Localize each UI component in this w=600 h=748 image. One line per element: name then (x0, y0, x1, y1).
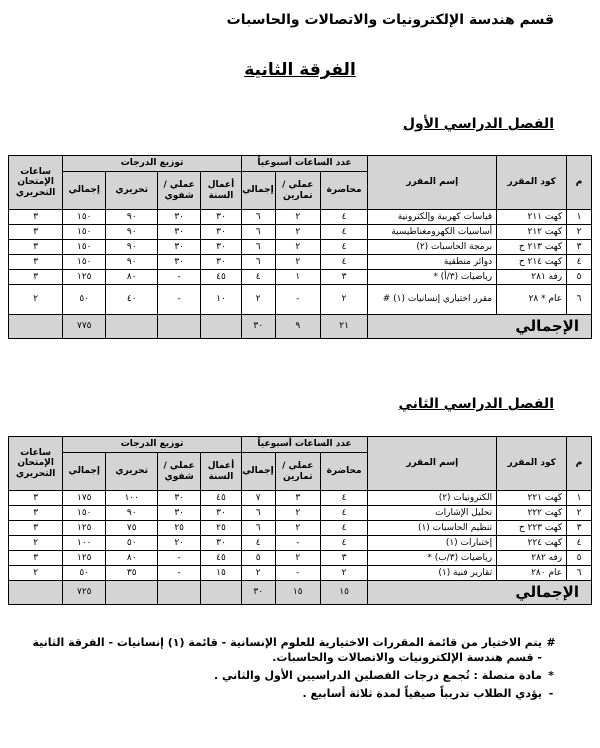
course-name: دوائر منطقية (368, 255, 497, 270)
row-num: ٦ (567, 566, 592, 581)
written-grade: ٤٠ (106, 285, 158, 315)
semester-1-table (8, 155, 592, 339)
table-row (9, 225, 592, 240)
course-code: عام ٢٨٠ (497, 566, 567, 581)
year-work-grade: ٣٠ (201, 240, 242, 255)
empty-cell (9, 581, 63, 605)
note-mark: * (548, 668, 554, 682)
header-grades-total: إجمالي (63, 453, 106, 491)
exam-hours: ٣ (9, 225, 63, 240)
empty-cell (158, 581, 201, 605)
total-hours: ٦ (241, 225, 275, 240)
note-mark: # (546, 636, 556, 649)
row-num: ٤ (567, 255, 592, 270)
year-work-grade: ٣٠ (201, 225, 242, 240)
row-num: ٣ (567, 240, 592, 255)
header-num: م (567, 156, 592, 210)
table-row (9, 255, 592, 270)
written-grade: ١٠٠ (106, 491, 158, 506)
oral-grade: - (158, 551, 201, 566)
note-item (30, 669, 560, 684)
year-work-grade: ٢٥ (201, 521, 242, 536)
table-row (9, 566, 592, 581)
oral-grade: ٣٠ (158, 210, 201, 225)
header-weekly-hours: عدد الساعات أسبوعياً (241, 156, 368, 172)
total-grades: ٧٧٥ (63, 315, 106, 339)
course-name: مقرر اختياري إنسانيات (١) # (368, 285, 497, 315)
row-num: ٥ (567, 270, 592, 285)
course-name: تنظيم الحاسبات (١) (368, 521, 497, 536)
exam-hours: ٢ (9, 285, 63, 315)
oral-grade: ٣٠ (158, 225, 201, 240)
practical-hours: ٢ (275, 506, 320, 521)
course-name: رياضيات (٣/ب) * (368, 551, 497, 566)
empty-cell (158, 315, 201, 339)
header-hours-total: إجمالي (241, 453, 275, 491)
oral-grade: ٢٥ (158, 521, 201, 536)
written-grade: ٧٥ (106, 521, 158, 536)
header-written: تحريري (106, 453, 158, 491)
course-name: تحليل الإشارات (368, 506, 497, 521)
header-oral: عملي / شفوي (158, 172, 201, 210)
header-lecture: محاضرة (320, 172, 367, 210)
total-hours: ٤ (241, 536, 275, 551)
total-practical-hours: ١٥ (275, 581, 320, 605)
written-grade: ٩٠ (106, 240, 158, 255)
lecture-hours: ٢ (320, 285, 367, 315)
lecture-hours: ٤ (320, 491, 367, 506)
oral-grade: ٣٠ (158, 255, 201, 270)
header-exam-hours: ساعات الإمتحان التحريري (9, 437, 63, 491)
total-hours: ٢ (241, 566, 275, 581)
total-practical-hours: ٩ (275, 315, 320, 339)
lecture-hours: ٤ (320, 506, 367, 521)
year-work-grade: ٣٠ (201, 210, 242, 225)
total-grade: ١٧٥ (63, 491, 106, 506)
lecture-hours: ٤ (320, 225, 367, 240)
practical-hours: ٢ (275, 225, 320, 240)
lecture-hours: ٤ (320, 521, 367, 536)
total-hours: ٦ (241, 255, 275, 270)
year-title: الفرقة الثانية (244, 60, 356, 80)
course-code: كهت ٢١٣ ح (497, 240, 567, 255)
total-label: الإجمالي (368, 581, 592, 605)
written-grade: ٣٥ (106, 566, 158, 581)
practical-hours: ١ (275, 270, 320, 285)
empty-cell (201, 581, 242, 605)
course-code: كهت ٢٢١ (497, 491, 567, 506)
table-row (9, 240, 592, 255)
lecture-hours: ٤ (320, 255, 367, 270)
total-hours: ٧ (241, 491, 275, 506)
row-num: ٥ (567, 551, 592, 566)
written-grade: ٨٠ (106, 551, 158, 566)
year-work-grade: ٤٥ (201, 270, 242, 285)
total-grade: ٥٠ (63, 566, 106, 581)
practical-hours: ٢ (275, 210, 320, 225)
practical-hours: ٢ (275, 521, 320, 536)
lecture-hours: ٤ (320, 536, 367, 551)
totals-row (9, 581, 592, 605)
course-code: رفه ٢٨٢ (497, 551, 567, 566)
row-num: ٦ (567, 285, 592, 315)
lecture-hours: ٣ (320, 270, 367, 285)
course-name: برمجة الحاسبات (٢) (368, 240, 497, 255)
table-row (9, 210, 592, 225)
table-row (9, 551, 592, 566)
empty-cell (201, 315, 242, 339)
total-hours: ٤ (241, 270, 275, 285)
year-work-grade: ١٥ (201, 566, 242, 581)
oral-grade: ٢٠ (158, 536, 201, 551)
exam-hours: ٣ (9, 210, 63, 225)
lecture-hours: ٤ (320, 210, 367, 225)
header-practical: عملي / تمارين (275, 172, 320, 210)
header-weekly-hours: عدد الساعات أسبوعياً (241, 437, 368, 453)
exam-hours: ٣ (9, 270, 63, 285)
table-row (9, 506, 592, 521)
practical-hours: ٢ (275, 551, 320, 566)
year-work-grade: ٤٥ (201, 491, 242, 506)
written-grade: ٩٠ (106, 506, 158, 521)
oral-grade: ٣٠ (158, 240, 201, 255)
row-num: ٤ (567, 536, 592, 551)
header-num: م (567, 437, 592, 491)
header-exam-hours: ساعات الإمتحان التحريري (9, 156, 63, 210)
written-grade: ٥٠ (106, 536, 158, 551)
row-num: ٢ (567, 506, 592, 521)
total-hours: ٥ (241, 551, 275, 566)
practical-hours: - (275, 566, 320, 581)
total-lecture-hours: ١٥ (320, 581, 367, 605)
course-name: إختبارات (١) (368, 536, 497, 551)
lecture-hours: ٣ (320, 551, 367, 566)
course-code: كهت ٢١١ (497, 210, 567, 225)
row-num: ٣ (567, 521, 592, 536)
course-name: أساسيات الكهرومغناطيسية (368, 225, 497, 240)
table-row (9, 491, 592, 506)
header-lecture: محاضرة (320, 453, 367, 491)
total-grade: ١٠٠ (63, 536, 106, 551)
written-grade: ٩٠ (106, 210, 158, 225)
lecture-hours: ٢ (320, 566, 367, 581)
total-grade: ١٢٥ (63, 270, 106, 285)
totals-row (9, 315, 592, 339)
total-weekly-hours: ٣٠ (241, 315, 275, 339)
written-grade: ٩٠ (106, 255, 158, 270)
course-code: كهت ٢٢٣ ح (497, 521, 567, 536)
total-hours: ٢ (241, 285, 275, 315)
empty-cell (106, 315, 158, 339)
header-course-name: إسم المقرر (368, 156, 497, 210)
written-grade: ٩٠ (106, 225, 158, 240)
header-practical: عملي / تمارين (275, 453, 320, 491)
year-work-grade: ٣٠ (201, 506, 242, 521)
course-code: كهت ٢١٢ (497, 225, 567, 240)
department-title: قسم هندسة الإلكترونيات والاتصالات والحاسبات (226, 12, 554, 28)
table-row (9, 521, 592, 536)
oral-grade: - (158, 285, 201, 315)
table-row (9, 536, 592, 551)
written-grade: ٨٠ (106, 270, 158, 285)
header-year-work: أعمال السنة (201, 172, 242, 210)
year-work-grade: ٣٠ (201, 536, 242, 551)
year-work-grade: ٤٥ (201, 551, 242, 566)
total-label: الإجمالي (368, 315, 592, 339)
year-work-grade: ١٠ (201, 285, 242, 315)
total-hours: ٦ (241, 210, 275, 225)
course-name: قياسات كهربية وإلكترونية (368, 210, 497, 225)
total-weekly-hours: ٣٠ (241, 581, 275, 605)
notes-section (30, 636, 560, 704)
header-oral: عملي / شفوي (158, 453, 201, 491)
oral-grade: ٣٠ (158, 491, 201, 506)
course-name: تقارير فنية (١) (368, 566, 497, 581)
header-hours-total: إجمالي (241, 172, 275, 210)
total-hours: ٦ (241, 521, 275, 536)
note-text: مادة متصلة : تُجمع درجات الفصلين الدراسيين الأول والثاني . (213, 668, 542, 682)
header-course-code: كود المقرر (497, 437, 567, 491)
oral-grade: - (158, 566, 201, 581)
course-code: رفه ٢٨١ (497, 270, 567, 285)
note-mark: - (548, 686, 554, 700)
empty-cell (9, 315, 63, 339)
total-grade: ١٢٥ (63, 551, 106, 566)
oral-grade: - (158, 270, 201, 285)
total-grade: ١٢٥ (63, 521, 106, 536)
practical-hours: - (275, 536, 320, 551)
total-grade: ٥٠ (63, 285, 106, 315)
course-code: كهت ٢٢٢ (497, 506, 567, 521)
exam-hours: ٣ (9, 551, 63, 566)
exam-hours: ٣ (9, 491, 63, 506)
note-item (30, 636, 560, 666)
header-grade-distribution: توزيع الدرجات (63, 156, 241, 172)
total-hours: ٦ (241, 506, 275, 521)
table-row (9, 270, 592, 285)
exam-hours: ٢ (9, 566, 63, 581)
course-name: رياضيات (٣/أ) * (368, 270, 497, 285)
exam-hours: ٣ (9, 521, 63, 536)
total-grade: ١٥٠ (63, 506, 106, 521)
practical-hours: - (275, 285, 320, 315)
header-grade-distribution: توزيع الدرجات (63, 437, 241, 453)
semester-2-title: الفصل الدراسي الثاني (398, 396, 554, 412)
practical-hours: ٣ (275, 491, 320, 506)
practical-hours: ٢ (275, 240, 320, 255)
exam-hours: ٢ (9, 536, 63, 551)
total-grade: ١٥٠ (63, 210, 106, 225)
year-work-grade: ٣٠ (201, 255, 242, 270)
note-item (30, 687, 560, 702)
total-grade: ١٥٠ (63, 240, 106, 255)
row-num: ١ (567, 491, 592, 506)
total-hours: ٦ (241, 240, 275, 255)
course-name: الكترونيات (٢) (368, 491, 497, 506)
semester-1-title: الفصل الدراسي الأول (402, 116, 554, 132)
course-code: كهت ٢٢٤ (497, 536, 567, 551)
header-course-name: إسم المقرر (368, 437, 497, 491)
row-num: ٢ (567, 225, 592, 240)
header-written: تحريري (106, 172, 158, 210)
course-code: عام * ٢٨ (497, 285, 567, 315)
lecture-hours: ٤ (320, 240, 367, 255)
table-row (9, 285, 592, 315)
total-lecture-hours: ٢١ (320, 315, 367, 339)
header-course-code: كود المقرر (497, 156, 567, 210)
course-code: كهت ٢١٤ ح (497, 255, 567, 270)
note-text: يؤدي الطلاب تدريباً صيفياً لمدة ثلاثة أسابيع . (302, 686, 542, 700)
header-grades-total: إجمالي (63, 172, 106, 210)
semester-2-table (8, 436, 592, 605)
total-grade: ١٥٠ (63, 255, 106, 270)
header-year-work: أعمال السنة (201, 453, 242, 491)
empty-cell (106, 581, 158, 605)
oral-grade: ٣٠ (158, 506, 201, 521)
total-grade: ١٥٠ (63, 225, 106, 240)
exam-hours: ٣ (9, 506, 63, 521)
row-num: ١ (567, 210, 592, 225)
exam-hours: ٣ (9, 255, 63, 270)
total-grades: ٧٢٥ (63, 581, 106, 605)
exam-hours: ٣ (9, 240, 63, 255)
practical-hours: ٢ (275, 255, 320, 270)
note-text: يتم الاختيار من قائمة المقررات الاختيارية للعلوم الإنسانية - قائمة (١) إنسانيات - الفرقة الثانية - قسم هندسة الإلكترونيات والاتصالات والحاسبات. (32, 636, 542, 664)
